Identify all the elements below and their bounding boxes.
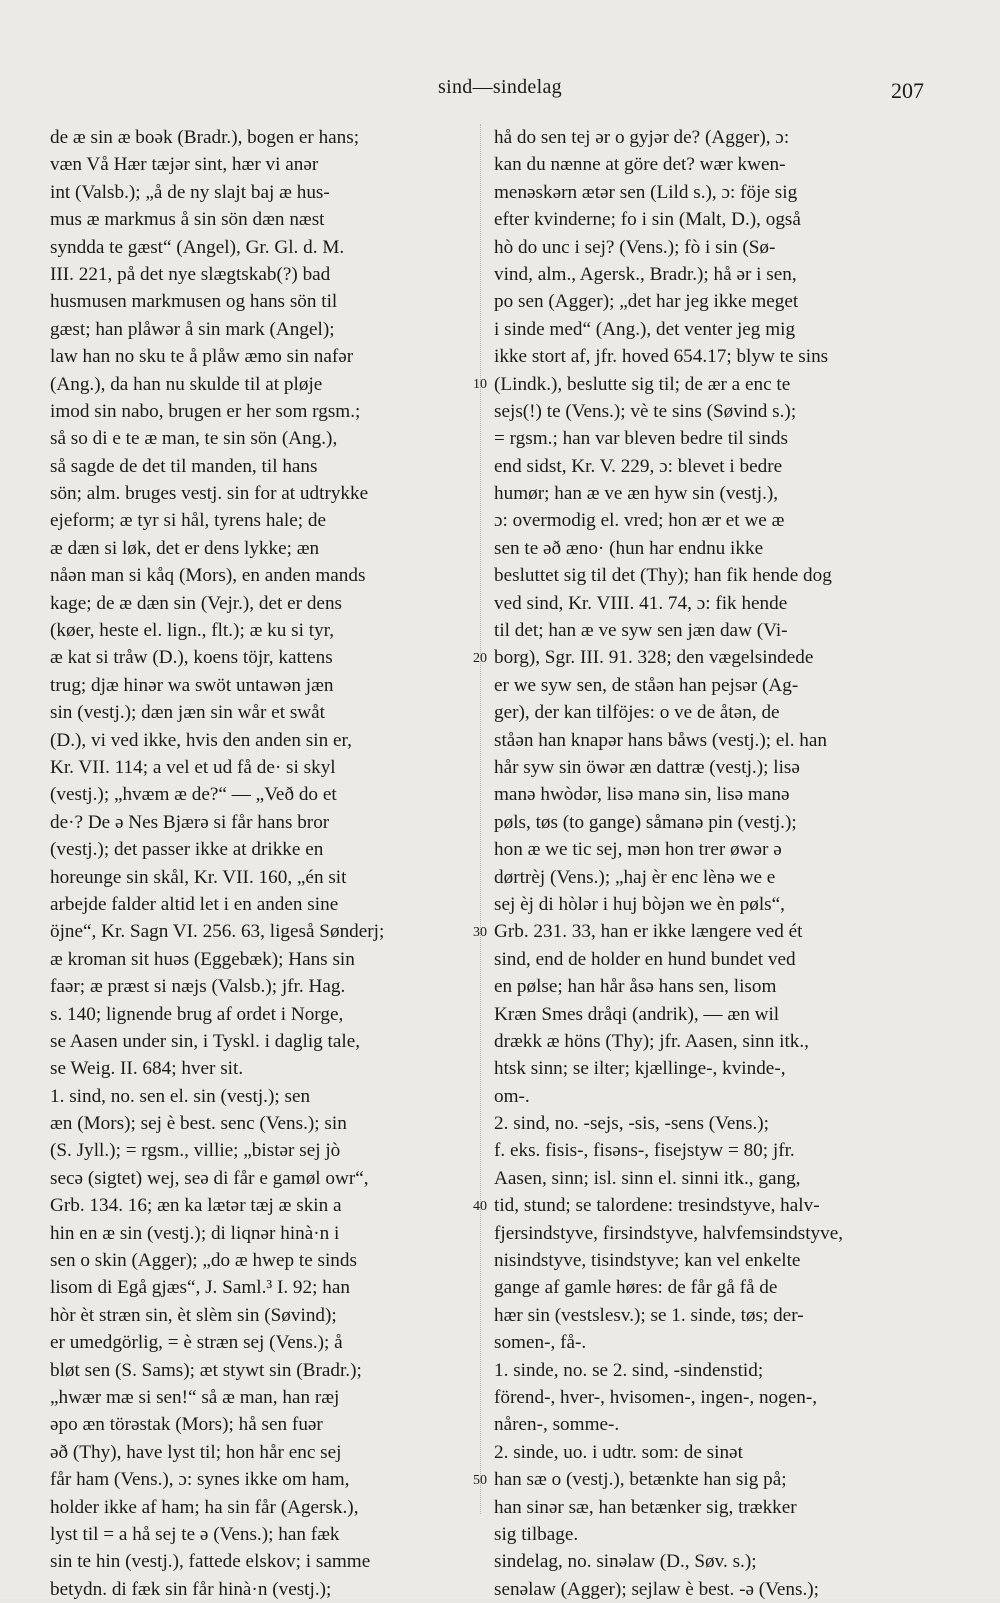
text-line: trug; djæ hinər wa swöt untawən jæn [50,674,334,696]
text-line: æ kat si tråw (D.), koens töjr, kattens [50,647,333,669]
text-line: han sinər sæ, han betænker sig, trækker [494,1496,797,1518]
text-line: sejs(!) te (Vens.); vè te sins (Søvind s.); [494,400,797,422]
text-line: betydn. di fæk sin får hinà·n (vestj.); [50,1578,332,1600]
text-line: hår syw sin öwər æn dattræ (vestj.); lisə [494,756,800,778]
text-line: öjne“, Kr. Sagn VI. 256. 63, ligeså Sønderj; [50,921,385,943]
text-line: po sen (Agger); „det har jeg ikke meget [494,291,799,313]
text-line: gæst; han plåwər å sin mark (Angel); [50,318,335,340]
text-line: arbejde falder altid let i en anden sine [50,893,339,915]
text-line: hon æ we tic sej, mən hon trer øwər ə [494,839,782,861]
text-line: lyst til = a hå sej te ə (Vens.); han fæk [50,1523,340,1545]
text-line: pøls, tøs (to gange) såmanə pin (vestj.); [494,811,797,833]
text-line: en pølse; han hår åsə hans sen, lisom [494,976,777,998]
text-line: efter kvinderne; fo i sin (Malt, D.), også [494,209,801,231]
text-line: drækk æ höns (Thy); jfr. Aasen, sinn itk., [494,1030,809,1052]
text-line: sin te hin (vestj.), fattede elskov; i samme [50,1551,371,1573]
text-line: ved sind, Kr. VIII. 41. 74, ɔ: fik hende [494,592,788,614]
text-line: hå do sen tej ər o gyjər de? (Agger), ɔ: [494,127,790,148]
text-line: sej èj di hòlər i huj bòjən we èn pøls“, [494,893,785,915]
text-line: faər; æ præst si næjs (Valsb.); jfr. Hag. [50,976,346,998]
line-number-marker: 10 [473,376,487,392]
line-number-marker: 30 [473,924,487,940]
text-line: əð (Thy), have lyst til; hon hår enc sej [50,1441,342,1463]
text-line: hær sin (vestslesv.); se 1. sinde, tøs; der- [494,1304,804,1326]
text-line: menəskərn ætər sen (Lild s.), ɔ: föje sig [494,181,798,203]
text-line: de æ sin æ boək (Bradr.), bogen er hans; [50,127,360,148]
text-line: somen-, få-. [494,1332,587,1354]
text-line: til det; han æ ve syw sen jæn daw (Vi- [494,620,788,642]
column-divider [480,124,482,1514]
text-line: Grb. 134. 16; æn ka lætər tæj æ skin a [50,1195,342,1217]
text-line: han sæ o (vestj.), betænkte han sig på; [494,1469,787,1491]
text-line: 2. sinde, uo. i udtr. som: de sinət [494,1441,743,1463]
text-line: de·? De ə Nes Bjærə si får hans bror [50,811,330,833]
text-line: end sidst, Kr. V. 229, ɔ: blevet i bedre [494,455,783,477]
text-line: så sagde de det til manden, til hans [50,455,318,477]
text-line: imod sin nabo, brugen er her som rgsm.; [50,400,361,422]
right-column [494,124,924,1603]
text-line: borg), Sgr. III. 91. 328; den vægelsindede [494,647,814,669]
text-line: (Ang.), da han nu skulde til at pløje [50,373,323,395]
text-line: se Aasen under sin, i Tyskl. i daglig tale, [50,1030,361,1052]
text-line: secə (sigtet) wej, seə di får e gamøl owr“, [50,1167,369,1189]
text-line: htsk sinn; se ilter; kjællinge-, kvinde-, [494,1058,786,1080]
text-line: tid, stund; se talordene: tresindstyve, halv- [494,1195,820,1217]
text-line: gange af gamle høres: de får gå få de [494,1277,778,1299]
page-header [0,76,1000,106]
line-number-marker: 40 [473,1198,487,1214]
text-line: så so di e te æ man, te sin sön (Ang.), [50,428,338,450]
line-number-marker: 50 [473,1472,487,1488]
text-line: (vestj.); det passer ikke at drikke en [50,839,324,861]
text-line: holder ikke af ham; ha sin får (Agersk.), [50,1496,359,1518]
text-line: horeunge sin skål, Kr. VII. 160, „én sit [50,866,347,888]
text-line: om-. [494,1085,530,1107]
text-line: (vestj.); „hvæm æ de?“ — „Veð do et [50,784,337,806]
text-line: besluttet sig til det (Thy); han fik hende dog [494,565,832,587]
text-line: ikke stort af, jfr. hoved 654.17; blyw te sins [494,346,829,368]
text-line: husmusen markmusen og hans sön til [50,291,338,313]
text-line: Kr. VII. 114; a vel et ud få de· si skyl [50,756,336,778]
text-line: æn (Mors); sej è best. senc (Vens.); sin [50,1113,347,1135]
text-line: fjersindstyve, firsindstyve, halvfemsindstyve, [494,1222,844,1244]
text-line: 1. sind, no. sen el. sin (vestj.); sen [50,1085,311,1107]
text-line: (S. Jyll.); = rgsm., villie; „bistər sej jò [50,1140,341,1162]
text-line: nåən man si kåq (Mors), en anden mands [50,565,366,587]
text-line: ɔ: overmodig el. vred; hon ær et we æ [494,510,785,532]
text-line: hòr èt stræn sin, èt slèm sin (Søvind); [50,1304,337,1326]
text-line: bløt sen (S. Sams); æt stywt sin (Bradr.); [50,1359,362,1381]
text-line: væn Vå Hær tæjər sint, hær vi anər [50,154,319,176]
text-line: ståən han knapər hans båws (vestj.); el. han [494,729,828,751]
text-line: æ kroman sit huəs (Eggebæk); Hans sin [50,948,355,970]
text-line: sind, end de holder en hund bundet ved [494,948,796,970]
text-line: əpo æn törəstak (Mors); hå sen fuər [50,1414,323,1436]
text-line: nåren-, somme-. [494,1414,620,1436]
text-line: sin (vestj.); dæn jæn sin wår et swåt [50,702,325,724]
text-line: mus æ markmus å sin sön dæn næst [50,209,325,231]
text-line: 2. sind, no. -sejs, -sis, -sens (Vens.); [494,1113,770,1135]
text-line: sen te əð æno· (hun har endnu ikke [494,537,764,559]
text-line: er umedgörlig, = è stræn sej (Vens.); å [50,1332,343,1354]
text-line: = rgsm.; han var bleven bedre til sinds [494,428,788,450]
text-line: ejeform; æ tyr si hål, tyrens hale; de [50,510,327,532]
text-line: f. eks. fisis-, fisəns-, fisejstyw = 80; jfr. [494,1140,795,1162]
text-line: vind, alm., Agersk., Bradr.); hå ər i sen, [494,263,797,285]
text-line: sindelag, no. sinəlaw (D., Søv. s.); [494,1551,757,1573]
text-line: 1. sinde, no. se 2. sind, -sindenstid; [494,1359,764,1381]
text-line: hin en æ sin (vestj.); di liqnər hinà·n i [50,1222,340,1244]
text-line: Kræn Smes dråqi (andrik), — æn wil [494,1003,780,1025]
text-line: senəlaw (Agger); sejlaw è best. -ə (Vens.); [494,1578,819,1600]
text-line: Aasen, sinn; isl. sinn el. sinni itk., gang, [494,1167,801,1189]
text-line: sig tilbage. [494,1523,579,1545]
text-line: ger), der kan tilföjes: o ve de åtən, de [494,702,780,724]
page-number: 207 [891,78,924,103]
text-line: förend-, hver-, hvisomen-, ingen-, nogen-, [494,1386,818,1408]
text-line: (Lindk.), beslutte sig til; de ær a enc te [494,373,791,395]
text-line: får ham (Vens.), ɔ: synes ikke om ham, [50,1469,350,1491]
text-line: III. 221, på det nye slægtskab(?) bad [50,263,331,285]
text-line: (køer, heste el. lign., flt.); æ ku si tyr, [50,620,335,642]
left-column [50,124,468,1603]
text-line: i sinde med“ (Ang.), det venter jeg mig [494,318,796,340]
text-line: law han no sku te å plåw æmo sin nafər [50,346,354,368]
text-line: „hwær mæ si sen!“ så æ man, han ræj [50,1386,340,1408]
text-line: sen o skin (Agger); „do æ hwep te sinds [50,1250,357,1272]
text-line: manə hwòdər, lisə manə sin, lisə manə [494,784,790,806]
text-line: kage; de æ dæn sin (Vejr.), det er dens [50,592,343,614]
text-line: humør; han æ ve æn hyw sin (vestj.), [494,483,779,505]
line-number-marker: 20 [473,650,487,666]
text-line: (D.), vi ved ikke, hvis den anden sin er, [50,729,352,751]
text-line: int (Valsb.); „å de ny slajt baj æ hus- [50,181,330,203]
text-line: sön; alm. bruges vestj. sin for at udtrykke [50,483,369,505]
text-line: Grb. 231. 33, han er ikke længere ved ét [494,921,803,943]
text-line: er we syw sen, de ståən han pejsər (Ag- [494,674,799,696]
text-line: lisom di Egå gjæs“, J. Saml.³ I. 92; han [50,1277,350,1299]
text-line: æ dæn si løk, det er dens lykke; æn [50,537,320,559]
text-line: se Weig. II. 684; hver sit. [50,1058,244,1080]
text-line: nisindstyve, tisindstyve; kan vel enkelte [494,1250,801,1272]
text-line: kan du nænne at göre det? wær kwen- [494,154,786,176]
text-line: dørtrèj (Vens.); „haj èr enc lènə we e [494,866,776,888]
text-line: s. 140; lignende brug af ordet i Norge, [50,1003,344,1025]
running-title: sind—sindelag [438,76,562,98]
text-line: hò do unc i sej? (Vens.); fò i sin (Sø- [494,236,776,258]
text-line: syndda te gæst“ (Angel), Gr. Gl. d. M. [50,236,345,258]
